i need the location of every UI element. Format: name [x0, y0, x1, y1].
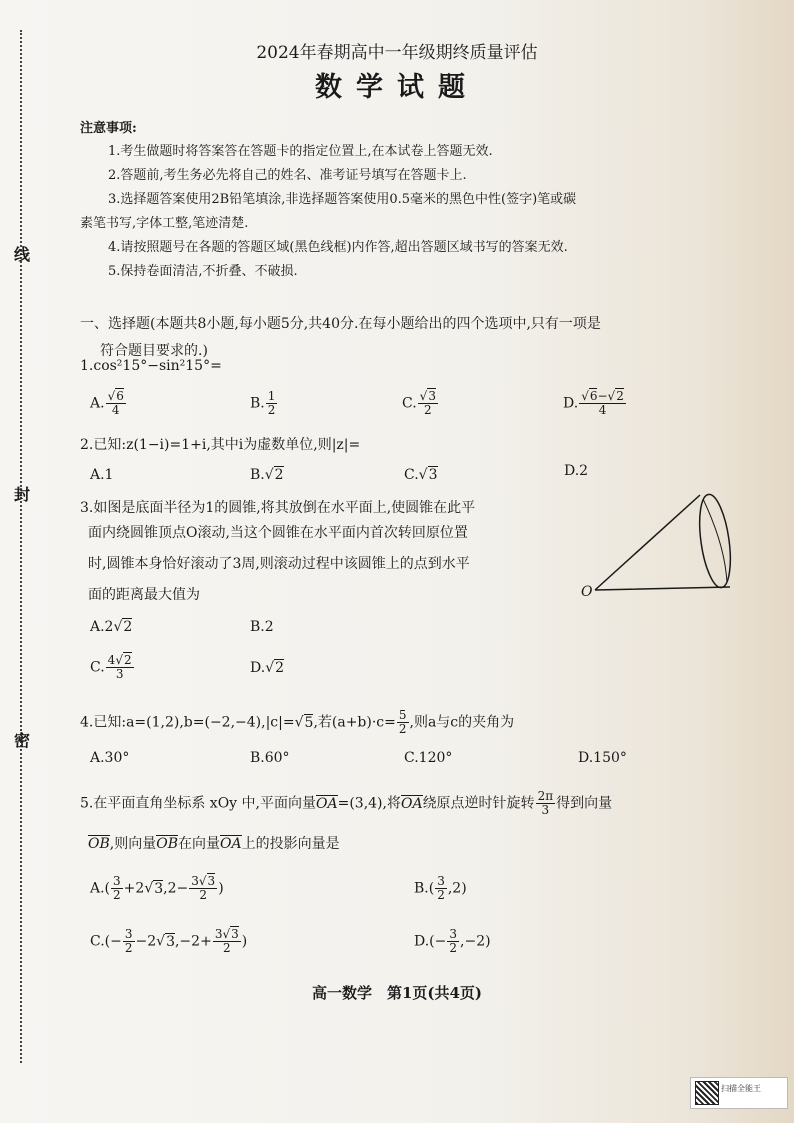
binding-char-line: 线: [14, 245, 31, 264]
question-3-line: 面的距离最大值为: [88, 587, 200, 603]
cone-figure: [575, 485, 755, 605]
notice-item: 5.保持卷面清洁,不折叠、不破损.: [108, 264, 298, 279]
q3-option-a: A.2√2: [90, 619, 133, 635]
q4-option-c: C.120°: [404, 750, 453, 766]
q1-option-d: D. $\frac{√6-√2}{4}$: [563, 389, 624, 417]
q2-option-d: D.2: [564, 463, 589, 479]
question-1-stem: 1.cos²15°−sin²15°=: [80, 358, 222, 374]
q1-option-a: A. $\frac{√6}{4}$: [90, 389, 124, 417]
notice-item: 1.考生做题时将答案答在答题卡的指定位置上,在本试卷上答题无效.: [108, 144, 493, 159]
q3-option-b: B.2: [250, 619, 274, 635]
q4-option-b: B.60°: [250, 750, 290, 766]
notice-item: 4.请按照题号在各题的答题区域(黑色线框)内作答,超出答题区域书写的答案无效.: [108, 240, 568, 255]
question-5-line2: OB,则向量OB在向量OA上的投影向量是: [88, 836, 340, 852]
question-2-stem: 2.已知:z(1−i)=1+i,其中i为虚数单位,则|z|=: [80, 437, 361, 453]
binding-char-seal: 封: [14, 485, 31, 504]
binding-char-secret: 密: [14, 731, 31, 750]
q2-option-b: B.√2: [250, 467, 284, 483]
notice-item: 素笔书写,字体工整,笔迹清楚.: [80, 216, 249, 231]
qr-code-icon: [695, 1081, 719, 1105]
figure-vertex-label: O: [581, 584, 593, 600]
section-heading-cont: 符合题目要求的.): [100, 343, 208, 359]
q4-option-a: A.30°: [90, 750, 130, 766]
q5-option-a: A.( $\frac{3}{2}$ +2√3,2− $\frac{3√3}{2}$ ): [90, 874, 224, 902]
q3-option-c: C. $\frac{4√2}{3}$: [90, 653, 132, 681]
exam-title: 2024年春期高中一年级期终质量评估: [256, 43, 538, 63]
scanner-watermark: [690, 1077, 788, 1109]
notice-heading: 注意事项:: [80, 121, 137, 136]
q1-option-c: C. $\frac{√3}{2}$: [402, 389, 436, 417]
question-3-line: 3.如图是底面半径为1的圆锥,将其放倒在水平面上,使圆锥在此平: [80, 500, 476, 516]
page-footer: 高一数学 第1页(共4页): [311, 984, 483, 1002]
section-heading: 一、选择题(本题共8小题,每小题5分,共40分.在每小题给出的四个选项中,只有一项是: [80, 316, 601, 332]
q2-option-a: A.1: [90, 467, 114, 483]
q5-option-b: B.( $\frac{3}{2}$ ,2): [414, 874, 467, 902]
q4-option-d: D.150°: [578, 750, 627, 766]
question-4-stem: 4.已知:a=(1,2),b=(−2,−4),|c|=√5,若(a+b)·c= $\frac{5}{2}$ ,则a与c的夹角为: [80, 708, 515, 736]
scanner-label: 扫描全能王: [721, 1084, 761, 1093]
binding-line: [20, 30, 22, 1063]
question-3-line: 面内绕圆锥顶点O滚动,当这个圆锥在水平面内首次转回原位置: [88, 525, 468, 541]
question-5-line1: 5.在平面直角坐标系 xOy 中,平面向量OA=(3,4),将OA绕原点逆时针旋转 $\frac{2\pi}{3}$ 得到向量: [80, 789, 613, 817]
q1-option-b: B. $\frac{1}{2}$: [250, 389, 276, 417]
q5-option-c: C.(− $\frac{3}{2}$ −2√3,−2+ $\frac{3√3}{2}$ ): [90, 927, 248, 955]
notice-item: 2.答题前,考生务必先将自己的姓名、准考证号填写在答题卡上.: [108, 168, 467, 183]
q5-option-d: D.(− $\frac{3}{2}$ ,−2): [414, 927, 491, 955]
q3-option-d: D.√2: [250, 660, 285, 676]
q2-option-c: C.√3: [404, 467, 438, 483]
notice-item: 3.选择题答案使用2B铅笔填涂,非选择题答案使用0.5毫米的黑色中性(签字)笔或碳: [108, 192, 577, 207]
subject-title: 数学试题: [315, 72, 479, 103]
question-3-line: 时,圆锥本身恰好滚动了3周,则滚动过程中该圆锥上的点到水平: [88, 556, 470, 572]
